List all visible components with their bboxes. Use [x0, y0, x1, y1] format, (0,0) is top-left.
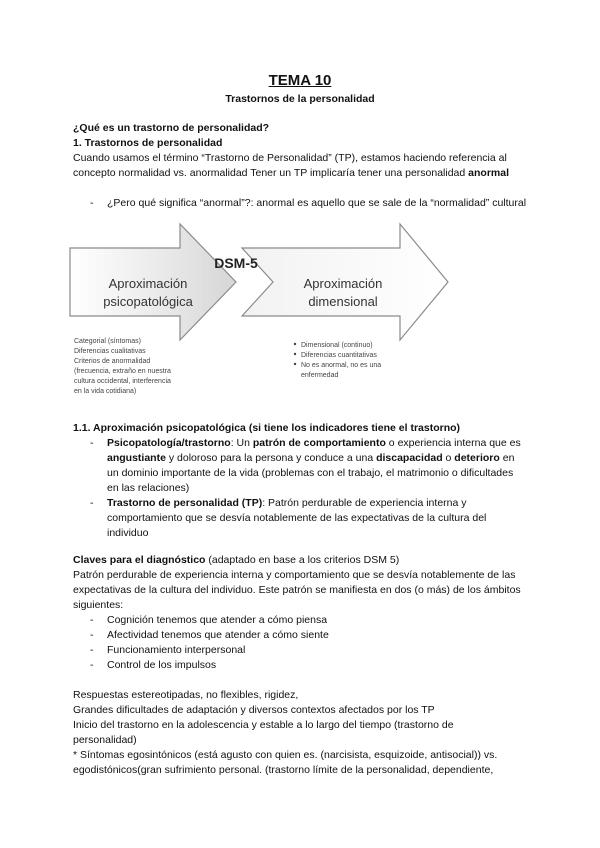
right-note-dot: [294, 353, 296, 355]
bullet-psicopatologia: [107, 436, 522, 496]
left-note: Categorial (síntomas): [74, 338, 141, 345]
bullet-dash: -: [90, 497, 94, 509]
text-fragment: en un dominio importante de la vida (problemas con el trabajo, el matrimonio o dificultades en las relaciones): [107, 452, 515, 494]
bullet-dash: -: [90, 659, 94, 671]
left-title-line2: psicopatológica: [103, 294, 193, 309]
term-psicopatologia: Psicopatología/trastorno: [107, 437, 231, 449]
dsm5-diagram: [68, 222, 514, 404]
right-title-line1: Aproximación: [303, 276, 383, 291]
bullet-dash: -: [90, 629, 94, 641]
claves-heading-rest: (adaptado en base a los criterios DSM 5): [205, 554, 400, 566]
extra-line: Respuestas estereotipadas, no flexibles, rigidez,: [73, 689, 299, 701]
page-subtitle: Trastornos de la personalidad: [225, 93, 375, 105]
left-note: (frecuencia, extraño en nuestra: [74, 368, 171, 375]
claves-item: Cognición tenemos que atender a cómo piensa: [107, 614, 328, 626]
claves-item: Control de los impulsos: [107, 659, 217, 671]
bold-fragment: angustiante: [107, 452, 166, 464]
text-fragment: o: [442, 452, 455, 464]
right-note: No es anormal, no es una: [301, 362, 382, 369]
text-fragment: : Un: [230, 437, 253, 449]
claves-item: Afectividad tenemos que atender a cómo siente: [107, 629, 329, 641]
right-note: Dimensional (continuo): [301, 342, 373, 349]
claves-item: Funcionamiento interpersonal: [107, 644, 246, 656]
section-1-1-heading: 1.1. Aproximación psicopatológica (si tiene los indicadores tiene el trastorno): [73, 422, 461, 434]
right-note: enfermedad: [301, 372, 339, 379]
question-heading: ¿Qué es un trastorno de personalidad?: [73, 122, 270, 134]
bold-fragment: deterioro: [454, 452, 500, 464]
left-note: en la vida cotidiana): [74, 388, 137, 395]
extra-line: Grandes dificultades de adaptación y diversos contextos afectados por los TP: [73, 704, 435, 716]
right-note: Diferencias cuantitativas: [301, 352, 377, 359]
left-note: cultura occidental, interferencia: [74, 378, 171, 385]
right-title-line2: dimensional: [308, 294, 378, 309]
intro-paragraph: [73, 151, 528, 181]
bullet-dash: -: [90, 437, 94, 449]
intro-text: Cuando usamos el término “Trastorno de Personalidad” (TP), estamos haciendo referencia al concepto normalidad vs. anormalidad Tener un TP implicaría tener una personalidad: [73, 152, 507, 179]
left-note: Criterios de anormalidad: [74, 358, 151, 365]
right-note-dot: [294, 343, 296, 345]
dsm5-label: DSM-5: [214, 255, 258, 271]
text-fragment: : Patrón perdurable de experiencia interna y comportamiento que se desvía notablemente de las expectativas de la cultura del individuo: [107, 497, 487, 539]
left-note: Diferencias cualitativas: [74, 348, 146, 355]
right-note-dot: [294, 363, 296, 365]
text-fragment: y doloroso para la persona y conduce a una: [165, 452, 377, 464]
bullet-trastorno-tp: [107, 496, 522, 541]
intro-bold: anormal: [468, 167, 510, 179]
text-fragment: o experiencia interna que es: [385, 437, 521, 449]
section-1-heading: 1. Trastornos de personalidad: [73, 137, 223, 149]
term-tp: Trastorno de personalidad (TP): [107, 497, 263, 509]
page-title: TEMA 10: [268, 72, 332, 89]
bold-fragment: patrón de comportamiento: [252, 437, 386, 449]
bullet-dash: -: [90, 614, 94, 626]
bullet-anormal: ¿Pero qué significa “anormal”?: anormal es aquello que se sale de la “normalidad” cultural: [107, 197, 527, 209]
claves-paragraph: Patrón perdurable de experiencia interna y comportamiento que se desvía notablemente de las expectativas de la cultura del individuo. Este patrón se manifiesta en dos (o más) de los ámbitos siguientes:: [73, 569, 521, 611]
bullet-dash: -: [90, 644, 94, 656]
claves-heading-bold: Claves para el diagnóstico: [73, 554, 206, 566]
extra-line: Inicio del trastorno en la adolescencia y estable a lo largo del tiempo (trastorno de personalidad): [73, 719, 454, 746]
bold-fragment: discapacidad: [376, 452, 443, 464]
left-title-line1: Aproximación: [108, 276, 188, 291]
extra-line: * Síntomas egosintónicos (está agusto con quien es. (narcisista, esquizoide, antisocial)) vs. egodistónicos(gran sufrimiento personal. (trastorno límite de la personalidad, dependiente,: [73, 749, 498, 776]
claves-heading: [73, 553, 528, 568]
bullet-dash: -: [90, 197, 94, 209]
